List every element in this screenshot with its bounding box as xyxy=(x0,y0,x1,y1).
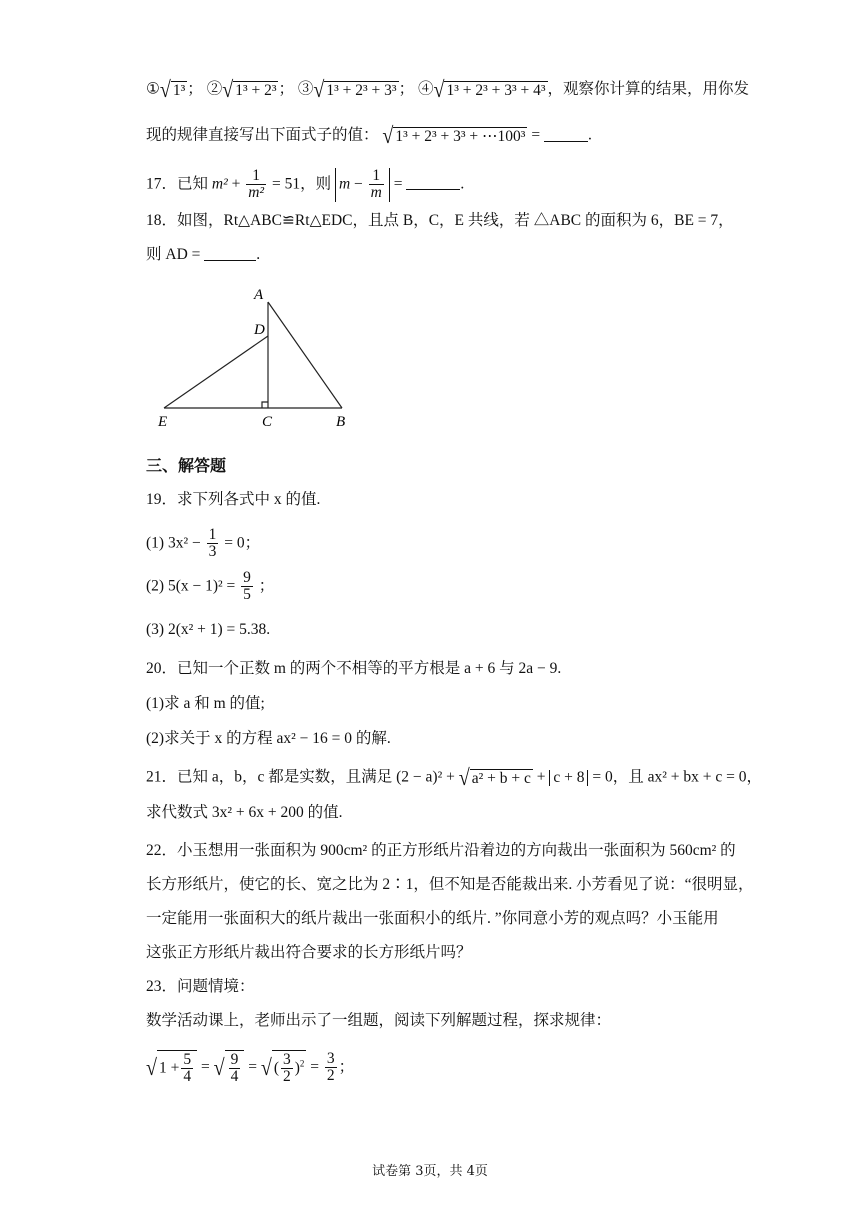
section-heading: 三、解答题 xyxy=(146,456,227,475)
q17-fraction: $\frac{1}{\text{m²}}$ xyxy=(248,167,265,202)
label-E: E xyxy=(158,414,168,430)
circle-mark-1: ① xyxy=(146,80,160,98)
right-angle-mark xyxy=(262,402,268,408)
line-ED xyxy=(164,336,268,408)
circle-mark-3: ③ xyxy=(297,80,314,98)
sqrt-4: √ 1³ + 2³ + 3³ + 4³ xyxy=(433,77,546,103)
sqrt-3: √ 1³ + 2³ + 3³ xyxy=(313,77,397,103)
q22-line3: 一定能用一张面积大的纸片裁出一张面积小的纸片. ”你同意小芳的观点吗？小玉能用 xyxy=(146,910,719,927)
q20-part1: (1)求 a 和 m 的值; xyxy=(146,695,265,712)
q17-abs: m − $\frac{1}{m}$ xyxy=(335,168,390,202)
q19-part1: (1) 3x² − $\frac{1}{3}$ = 0； xyxy=(146,526,261,561)
q19-part2: (2) 5(x − 1)² = $\frac{9}{5}$ ； xyxy=(146,569,275,604)
triangle-figure xyxy=(150,282,360,432)
circle-mark-4: ④ xyxy=(417,80,434,98)
q16-line2: 现的规律直接写出下面式子的值： √ 1³ + 2³ + 3³ + ⋯100³ = . xyxy=(146,123,592,149)
q23-formula: √ 1 + $\frac{5}{4}$ = √ $\frac{9}{4}$ = √ ( $\frac{3}{2}$ )$^2$ = $\frac{3}{2}$ ； xyxy=(146,1050,355,1086)
line-AB xyxy=(268,302,342,408)
q17-line: 17．已知 m² + $\frac{1}{\text{m²}}$ = 51，则 m − $\frac{1}{m}$ = . xyxy=(146,167,465,202)
q18-line1: 18．如图，Rt△ABC≌Rt△EDC，且点 B，C，E 共线，若 △ABC 的面积为 6，BE = 7， xyxy=(146,212,734,229)
label-A: A xyxy=(254,287,264,303)
page-footer: 试卷第 3页，共 4页 xyxy=(372,1164,488,1179)
answer-blank-16[interactable] xyxy=(544,129,588,142)
q21-line2: 求代数式 3x² + 6x + 200 的值. xyxy=(146,804,343,821)
sqrt-1: √ 1³ xyxy=(159,77,186,103)
q22-line2: 长方形纸片，使它的长、宽之比为 2∶1，但不知是否能裁出来. 小芳看见了说：“很明显， xyxy=(146,876,754,893)
circle-mark-2: ② xyxy=(206,80,223,98)
q21-line1: 21．已知 a，b，c 都是实数，且满足 (2 − a)² + √ a² + b + c + c + 8 = 0，且 ax² + bx + c = 0， xyxy=(146,765,762,791)
q18-line2: 则 AD = . xyxy=(146,246,261,263)
label-D: D xyxy=(254,322,265,338)
answer-blank-18[interactable] xyxy=(204,248,256,261)
q20-part2: (2)求关于 x 的方程 ax² − 16 = 0 的解. xyxy=(146,730,391,747)
q16-line1: ①√ 1³ ； ②√ 1³ + 2³ ； ③√ 1³ + 2³ + 3³ ； ④√ 1³ + 2³ + 3³ + 4³ ，观察你计算的结果，用你发 xyxy=(146,77,750,103)
label-B: B xyxy=(336,414,346,430)
q16-tail: ，观察你计算的结果，用你发 xyxy=(547,80,750,98)
q23-line1: 数学活动课上，老师出示了一组题，阅读下列解题过程，探求规律： xyxy=(146,1012,612,1029)
q22-line1: 22．小玉想用一张面积为 900cm² 的正方形纸片沿着边的方向裁出一张面积为 560cm² 的 xyxy=(146,842,736,859)
q22-line4: 这张正方形纸片裁出符合要求的长方形纸片吗？ xyxy=(146,944,472,961)
q23-title: 23．问题情境： xyxy=(146,978,255,995)
q20-title: 20．已知一个正数 m 的两个不相等的平方根是 a + 6 与 2a − 9. xyxy=(146,660,562,677)
sqrt-sum: √ 1³ + 2³ + 3³ + ⋯100³ xyxy=(382,123,526,149)
label-C: C xyxy=(262,414,273,430)
q19-title: 19．求下列各式中 x 的值. xyxy=(146,491,321,508)
sqrt-2: √ 1³ + 2³ xyxy=(222,77,277,103)
answer-blank-17[interactable] xyxy=(406,177,460,190)
q19-part3: (3) 2(x² + 1) = 5.38. xyxy=(146,621,271,638)
